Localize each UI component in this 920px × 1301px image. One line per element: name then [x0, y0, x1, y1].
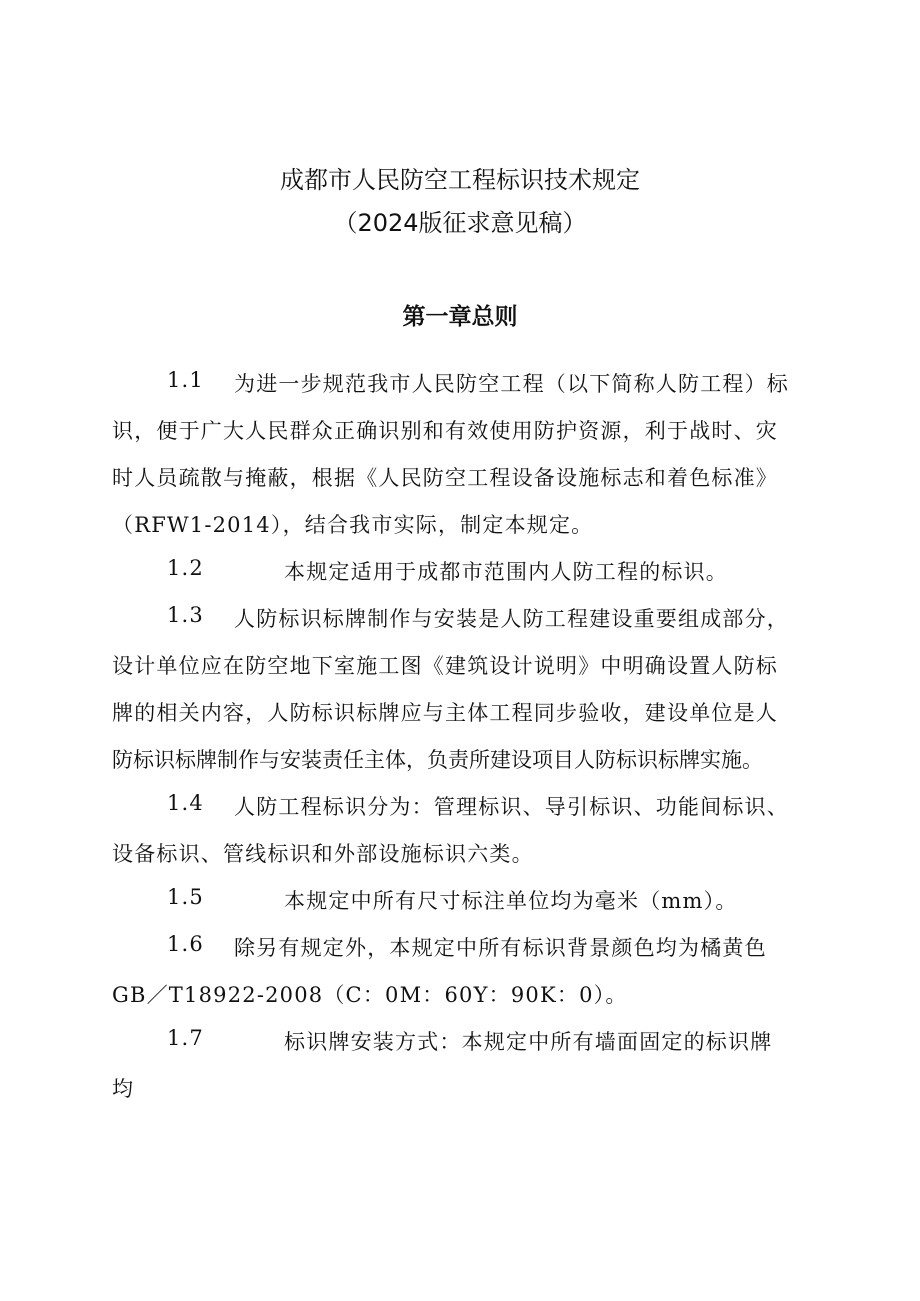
clause-text-line: 识，便于广大人民群众正确识别和有效使用防护资源，利于战时、灾 — [112, 419, 778, 443]
clause-text-line: 为进一步规范我市人民防空工程（以下简称人防工程）标 — [234, 372, 789, 396]
clause-text-line: 均 — [112, 1077, 135, 1101]
clause-text-line: 除另有规定外，本规定中所有标识背景颜色均为橘黄色 — [234, 936, 767, 960]
clause-text-line: （RFW1-2014），结合我市实际，制定本规定。 — [112, 513, 594, 537]
document-title: 成都市人民防空工程标识技术规定 — [280, 166, 640, 194]
clause-text-line: GB／T18922-2008（C：0M：60Y：90K：0）。 — [112, 983, 628, 1007]
clause-number: 1.4 — [167, 791, 204, 815]
clause-text-line: 设备标识、管线标识和外部设施标识六类。 — [112, 842, 534, 866]
clause-number: 1.2 — [167, 556, 204, 580]
clause-text-line: 本规定中所有尺寸标注单位均为毫米（mm）。 — [284, 889, 738, 913]
document-subtitle: （2024版征求意见稿） — [333, 209, 587, 237]
clause-number: 1.1 — [167, 368, 204, 392]
clause-text-line: 本规定适用于成都市范围内人防工程的标识。 — [284, 560, 728, 584]
clause-number: 1.6 — [167, 932, 204, 956]
clause-number: 1.3 — [167, 603, 204, 627]
clause-text-line: 人防工程标识分为：管理标识、导引标识、功能间标识、 — [234, 795, 789, 819]
clause-text-line: 设计单位应在防空地下室施工图《建筑设计说明》中明确设置人防标 — [112, 654, 778, 678]
clause-text-line: 标识牌安装方式：本规定中所有墙面固定的标识牌 — [284, 1030, 773, 1054]
chapter-heading: 第一章总则 — [402, 304, 518, 330]
clause-number: 1.7 — [167, 1026, 204, 1050]
clause-text-line: 人防标识标牌制作与安装是人防工程建设重要组成部分， — [234, 607, 789, 631]
clause-text-line: 时人员疏散与掩蔽，根据《人民防空工程设备设施标志和着色标准》 — [112, 466, 778, 490]
clause-text-line: 牌的相关内容，人防标识标牌应与主体工程同步验收，建设单位是人 — [112, 701, 778, 725]
clause-text-line: 防标识标牌制作与安装责任主体，负责所建设项目人防标识标牌实施。 — [112, 748, 763, 772]
clause-number: 1.5 — [167, 885, 204, 909]
